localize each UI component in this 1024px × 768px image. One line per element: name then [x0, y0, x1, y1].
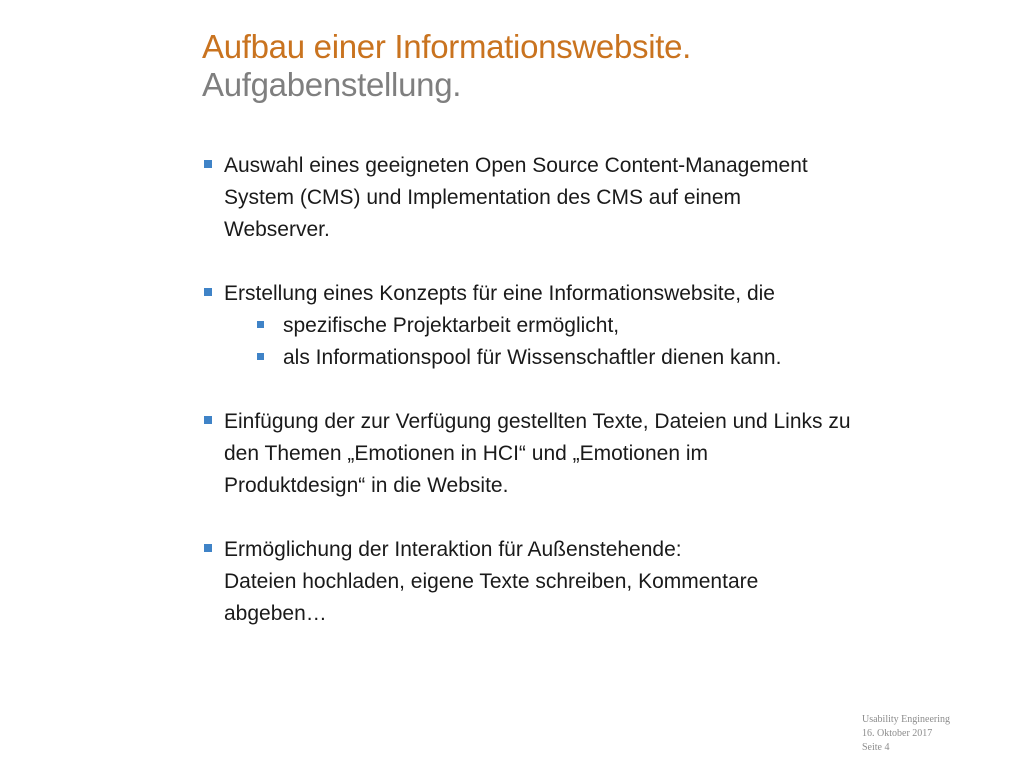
bullet-text-line: Einfügung der zur Verfügung gestellten Texte, Dateien und Links zu — [224, 410, 851, 433]
sub-bullet-list — [202, 310, 1002, 374]
footer-date: 16. Oktober 2017 — [862, 728, 933, 739]
bullet-item — [202, 534, 1002, 630]
bullet-text-line: Webserver. — [224, 218, 330, 241]
bullet-text-line: Dateien hochladen, eigene Texte schreiben, Kommentare — [224, 570, 759, 593]
square-bullet-icon — [204, 160, 212, 168]
square-bullet-icon — [204, 544, 212, 552]
sub-bullet-text: spezifische Projektarbeit ermöglicht, — [283, 314, 620, 337]
square-bullet-icon — [204, 416, 212, 424]
bullet-item — [202, 150, 1002, 246]
square-bullet-icon — [204, 288, 212, 296]
bullet-text-line: Auswahl eines geeigneten Open Source Content-Management — [224, 154, 808, 177]
sub-bullet-item — [202, 310, 1002, 342]
bullet-text-line: Ermöglichung der Interaktion für Außenstehende: — [224, 538, 682, 561]
slide-title-block — [202, 28, 691, 104]
bullet-item — [202, 406, 1002, 502]
slide-title: Aufbau einer Informationswebsite. — [202, 28, 692, 65]
square-bullet-icon — [257, 353, 264, 360]
bullet-text-line: den Themen „Emotionen in HCI“ und „Emotionen im — [224, 442, 709, 465]
sub-bullet-text: als Informationspool für Wissenschaftler dienen kann. — [283, 346, 782, 369]
slide-subtitle: Aufgabenstellung. — [202, 66, 462, 103]
sub-bullet-item — [202, 342, 1002, 374]
bullet-list — [202, 150, 1002, 662]
bullet-text-line: abgeben… — [224, 602, 327, 625]
bullet-item — [202, 278, 1002, 374]
bullet-text-line: Produktdesign“ in die Website. — [224, 474, 509, 497]
slide-footer — [862, 713, 950, 755]
bullet-text-line: Erstellung eines Konzepts für eine Informationswebsite, die — [224, 282, 775, 305]
footer-page-number: Seite 4 — [862, 742, 890, 753]
square-bullet-icon — [257, 321, 264, 328]
bullet-text-line: System (CMS) und Implementation des CMS auf einem — [224, 186, 742, 209]
footer-course: Usability Engineering — [862, 714, 951, 725]
